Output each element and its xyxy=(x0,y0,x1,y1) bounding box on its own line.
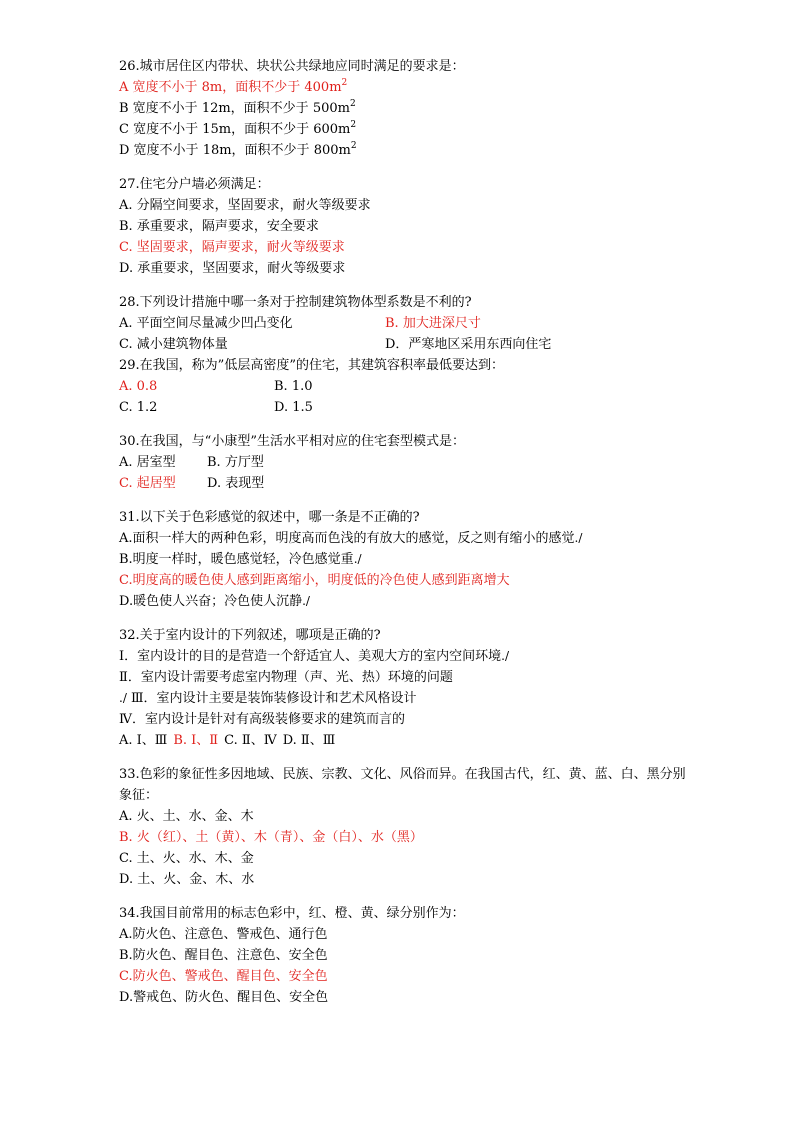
question-33 xyxy=(119,764,719,890)
check-mark: ./ xyxy=(302,594,310,608)
question-stem: 30.在我国，与“小康型”生活水平相对应的住宅套型模式是： xyxy=(119,434,465,449)
option-c: C. 1.2 xyxy=(119,400,158,415)
question-stem: 27.住宅分户墙必须满足： xyxy=(119,177,270,192)
option-c: C. 起居型 xyxy=(119,476,176,491)
question-stem: 31.以下关于色彩感觉的叙述中，哪一条是不正确的? xyxy=(119,510,420,525)
option-a: A. 平面空间尽量减少凹凸变化 xyxy=(119,316,293,331)
option-row xyxy=(119,730,719,751)
statement-3: ./ Ⅲ．室内设计主要是装饰装修设计和艺术风格设计 xyxy=(119,691,417,706)
question-31 xyxy=(119,507,719,612)
option-b: B.防火色、醒目色、注意色、安全色 xyxy=(119,948,328,963)
option-b: B. 1.0 xyxy=(274,379,313,394)
option-a: A. 分隔空间要求，坚固要求，耐火等级要求 xyxy=(119,198,371,213)
option-b: B.明度一样时，暖色感觉轻，冷色感觉重./ xyxy=(119,552,362,567)
option-d: D.警戒色、防火色、醒目色、安全色 xyxy=(119,990,329,1005)
option-a: A. 火、土、水、金、木 xyxy=(119,809,254,824)
option-row xyxy=(119,397,719,418)
option-d: D. 土、火、金、木、水 xyxy=(119,872,255,887)
option-a: A.面积一样大的两种色彩，明度高而色浅的有放大的感觉，反之则有缩小的感觉./ xyxy=(119,531,583,546)
option-b: B. 承重要求，隔声要求，安全要求 xyxy=(119,219,319,234)
option-d: D.暖色使人兴奋；冷色使人沉静./ xyxy=(119,594,310,609)
option-row xyxy=(119,473,719,494)
question-28 xyxy=(119,292,719,355)
option-a: A. Ⅰ、Ⅲ xyxy=(119,733,168,748)
option-d: D 宽度不小于 18m，面积不少于 $800m^2$ xyxy=(119,141,357,158)
option-a: A.防火色、注意色、警戒色、通行色 xyxy=(119,927,328,942)
question-stem: 33.色彩的象征性多因地域、民族、宗教、文化、风俗而异。在我国古代，红、黄、蓝、白、黑分别象征： xyxy=(119,767,686,803)
question-34 xyxy=(119,903,719,1008)
question-stem: 34.我国目前常用的标志色彩中，红、橙、黄、绿分别作为： xyxy=(119,906,465,921)
option-c: C. 土、火、水、木、金 xyxy=(119,851,254,866)
question-29 xyxy=(119,355,719,418)
option-c: C 宽度不小于 15m，面积不少于 $600m^2$ xyxy=(119,120,357,137)
check-mark: ./ xyxy=(574,531,583,545)
option-a: A 宽度不小于 8m，面积不少于 $400m^2$ xyxy=(119,78,348,95)
option-a: A. 居室型 xyxy=(119,455,176,470)
question-stem: 29.在我国，称为”低层高密度”的住宅，其建筑容积率最低要达到： xyxy=(119,358,504,373)
option-row xyxy=(119,376,719,397)
option-b: B 宽度不小于 12m，面积不少于 $500m^2$ xyxy=(119,99,356,116)
option-c: C. 坚固要求，隔声要求，耐火等级要求 xyxy=(119,240,345,255)
option-b: B. Ⅰ、Ⅱ xyxy=(173,733,219,748)
exam-page xyxy=(119,56,719,1021)
option-c: C.明度高的暖色使人感到距离缩小，明度低的冷色使人感到距离增大 xyxy=(119,573,510,588)
check-mark: ./ xyxy=(119,691,127,705)
statement-2: Ⅱ．室内设计需要考虑室内物理（声、光、热）环境的问题 xyxy=(119,670,453,685)
option-b: B. 火（红）、土（黄）、木（青）、金（白）、水（黑） xyxy=(119,830,423,845)
question-stem: 26.城市居住区内带状、块状公共绿地应同时满足的要求是： xyxy=(119,59,465,74)
option-d: D. 表现型 xyxy=(207,476,265,491)
question-26 xyxy=(119,56,719,161)
question-30 xyxy=(119,431,719,494)
question-27 xyxy=(119,174,719,279)
question-stem: 28.下列设计措施中哪一条对于控制建筑物体型系数是不利的? xyxy=(119,295,472,310)
option-row xyxy=(119,334,719,355)
statement-1: Ⅰ．室内设计的目的是营造一个舒适宜人、美观大方的室内空间环境./ xyxy=(119,649,509,664)
check-mark: ./ xyxy=(501,649,509,663)
option-d: D．严寒地区采用东西向住宅 xyxy=(385,337,552,352)
option-c: C.防火色、警戒色、醒目色、安全色 xyxy=(119,969,328,984)
question-stem: 32.关于室内设计的下列叙述，哪项是正确的? xyxy=(119,628,381,643)
question-32 xyxy=(119,625,719,751)
option-a: A. 0.8 xyxy=(119,379,158,394)
option-c: C. 减小建筑物体量 xyxy=(119,337,228,352)
check-mark: ./ xyxy=(353,552,362,566)
option-d: D. 1.5 xyxy=(274,400,313,415)
option-row xyxy=(119,452,719,473)
option-d: D. Ⅱ、Ⅲ xyxy=(282,733,336,748)
option-b: B. 加大进深尺寸 xyxy=(385,316,481,331)
option-row xyxy=(119,313,719,334)
option-b: B. 方厅型 xyxy=(207,455,264,470)
statement-4: Ⅳ．室内设计是针对有高级装修要求的建筑而言的 xyxy=(119,712,405,727)
option-d: D. 承重要求，坚固要求，耐火等级要求 xyxy=(119,261,346,276)
option-c: C. Ⅱ、Ⅳ xyxy=(224,733,277,748)
